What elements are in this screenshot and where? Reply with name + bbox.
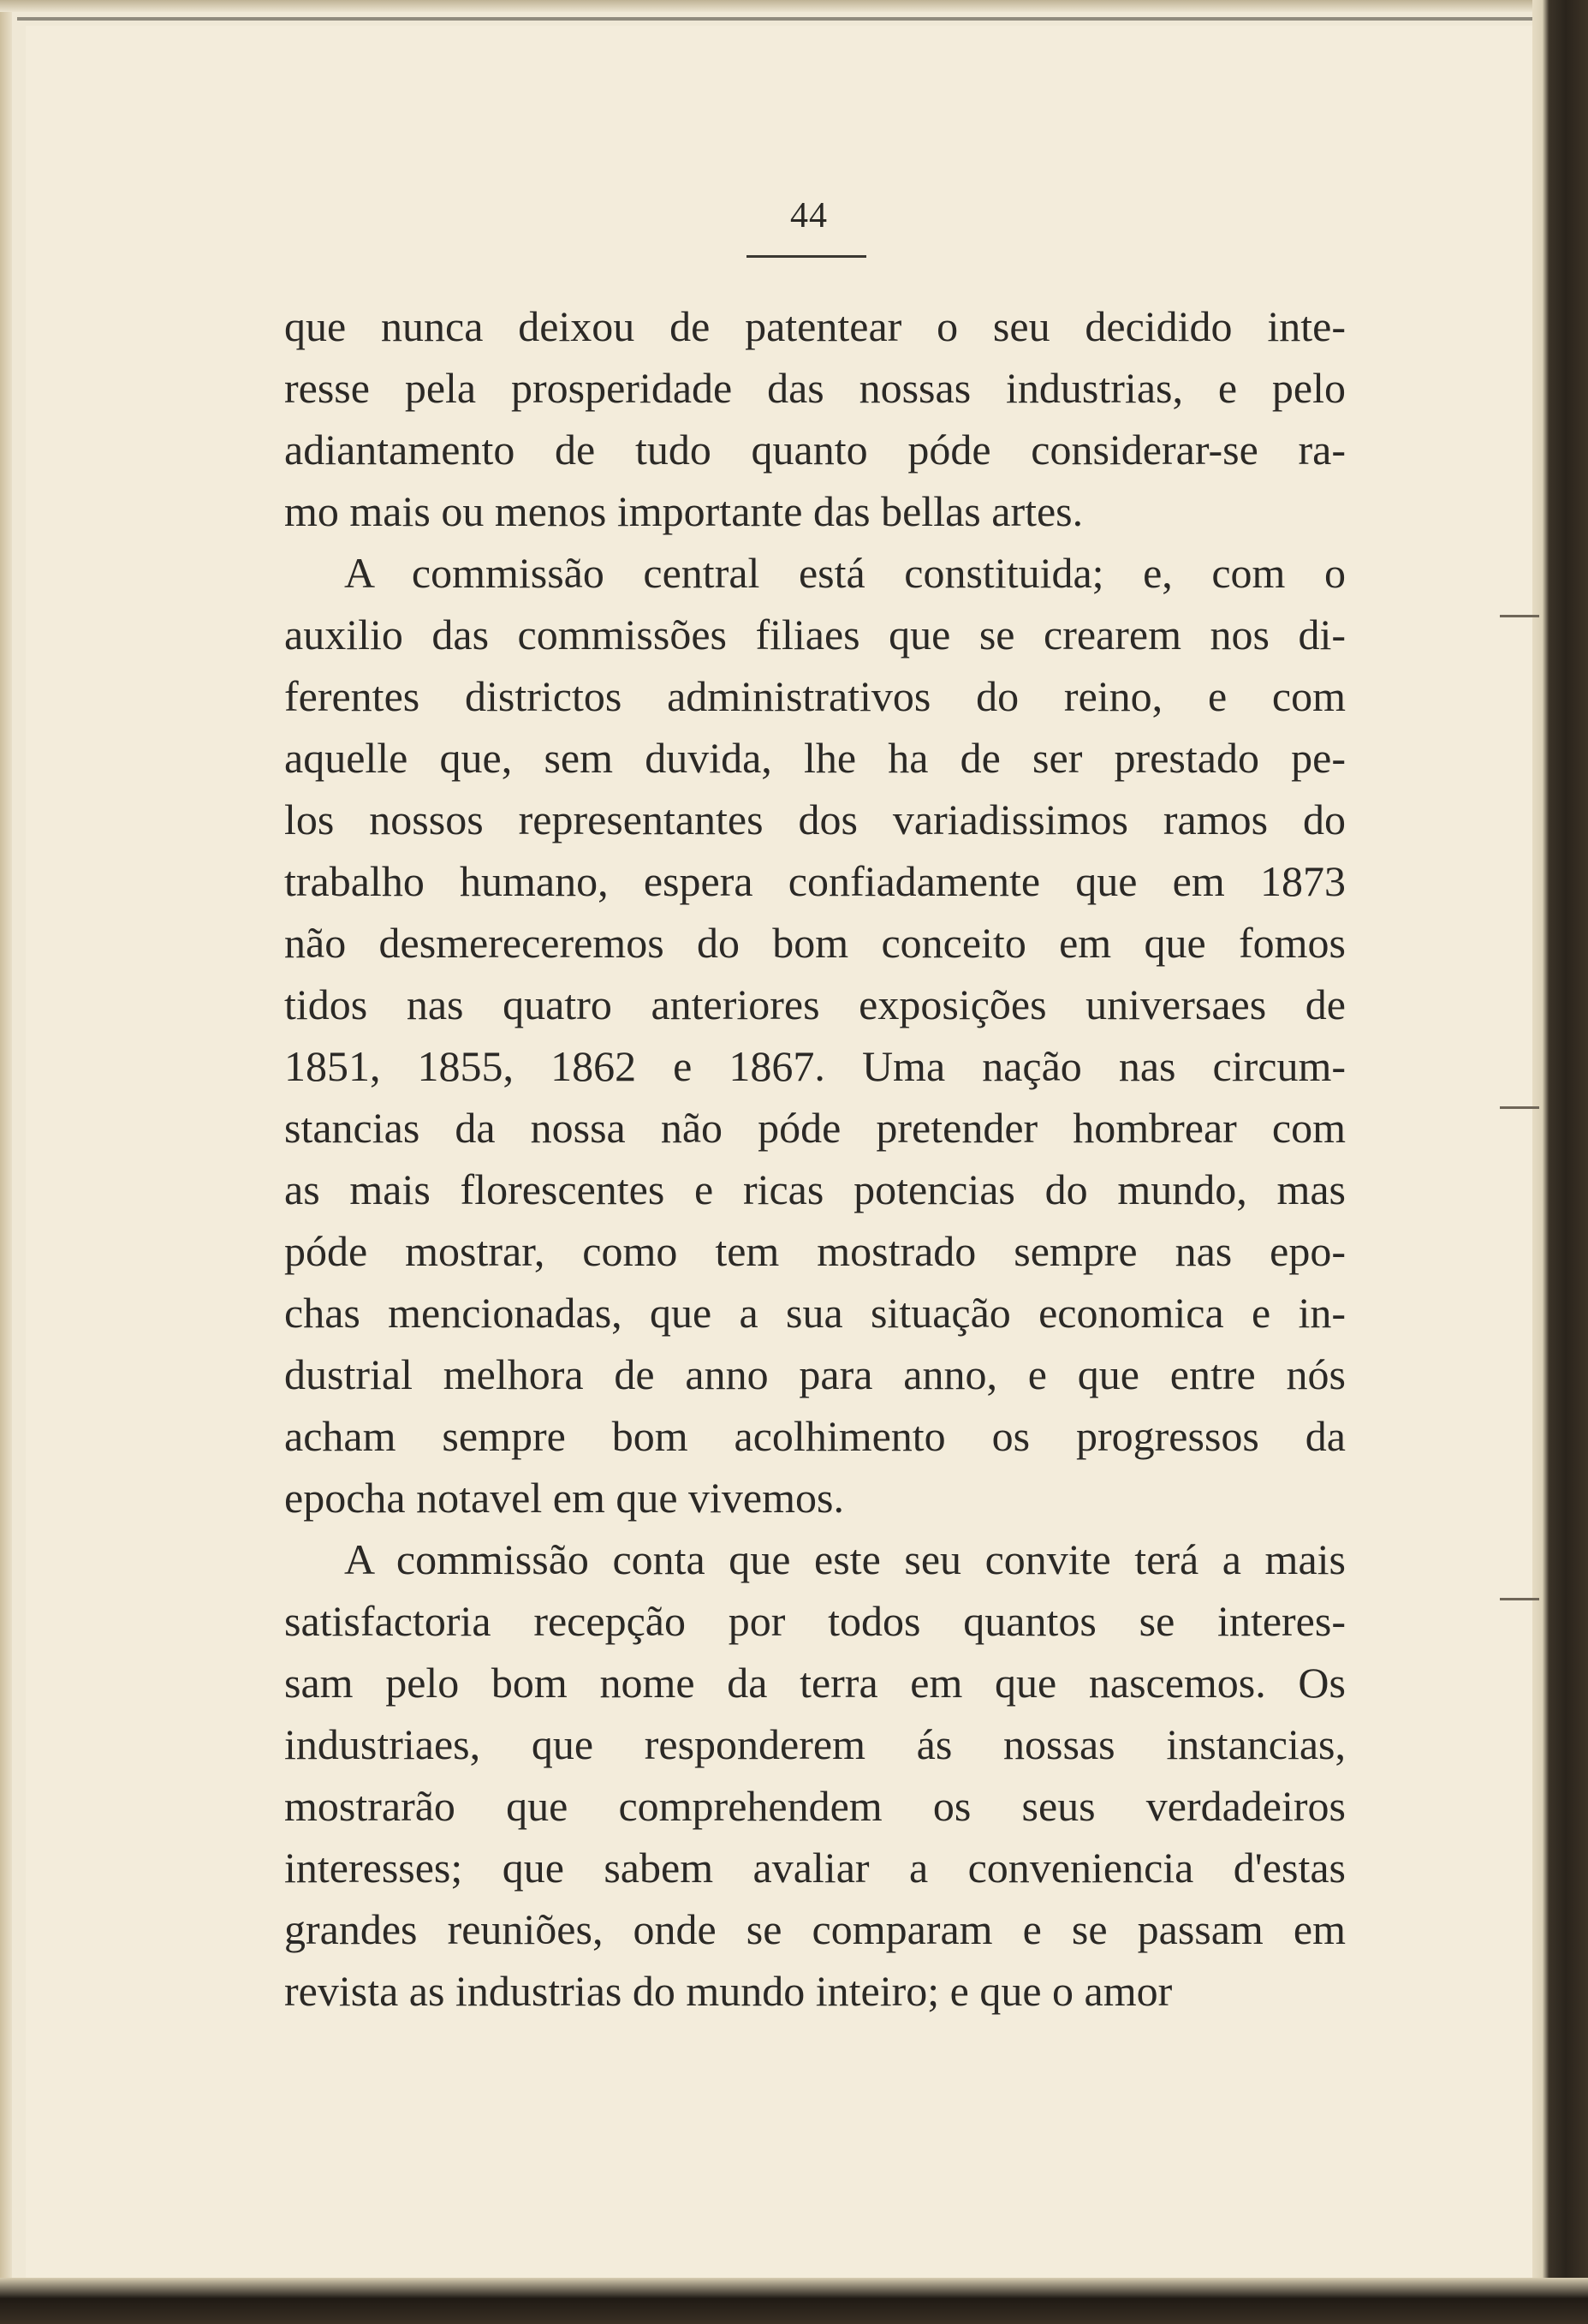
body-text <box>284 295 1346 2022</box>
text-line: chas mencionadas, que a sua situação economica e in- <box>284 1289 1346 1337</box>
text-line: satisfactoria recepção por todos quantos se interes- <box>284 1597 1346 1645</box>
text-line: que nunca deixou de patentear o seu decidido inte- <box>284 302 1346 350</box>
text-line: ferentes districtos administrativos do reino, e com <box>284 672 1346 720</box>
top-border-rule <box>17 17 1532 21</box>
paragraph <box>284 295 1346 542</box>
book-binding-edge <box>1532 0 1588 2324</box>
page-number-rule <box>746 255 866 258</box>
paragraph <box>284 542 1346 1528</box>
text-line: mo mais ou menos importante das bellas artes. <box>284 487 1084 535</box>
text-line: A commissão conta que este seu convite terá a mais <box>344 1535 1346 1583</box>
text-line: póde mostrar, como tem mostrado sempre nas epo- <box>284 1227 1346 1275</box>
scan-edge-top <box>0 0 1588 12</box>
text-line: aquelle que, sem duvida, lhe ha de ser prestado pe- <box>284 734 1346 782</box>
bottom-scan-edge <box>0 2278 1588 2324</box>
text-line: sam pelo bom nome da terra em que nascemos. Os <box>284 1659 1346 1707</box>
margin-mark <box>1500 615 1539 617</box>
text-line: adiantamento de tudo quanto póde considerar-se ra- <box>284 426 1346 474</box>
text-line: trabalho humano, espera confiadamente que em 1873 <box>284 857 1346 905</box>
page-number: 44 <box>790 196 828 235</box>
text-line: tidos nas quatro anteriores exposições universaes de <box>284 980 1346 1028</box>
text-line: mostrarão que comprehendem os seus verdadeiros <box>284 1782 1346 1830</box>
text-line: dustrial melhora de anno para anno, e que entre nós <box>284 1350 1346 1398</box>
text-line: auxilio das commissões filiaes que se crearem nos di- <box>284 611 1346 658</box>
margin-mark <box>1500 1106 1539 1109</box>
text-line: grandes reuniões, onde se comparam e se passam em <box>284 1905 1346 1953</box>
text-line: 1851, 1855, 1862 e 1867. Uma nação nas circum- <box>284 1042 1346 1090</box>
text-line: epocha notavel em que vivemos. <box>284 1474 844 1522</box>
text-line: acham sempre bom acolhimento os progressos da <box>284 1412 1346 1460</box>
text-line: stancias da nossa não póde pretender hombrear com <box>284 1104 1346 1152</box>
margin-mark <box>1500 1598 1539 1600</box>
text-line: industriaes, que responderem ás nossas instancias, <box>284 1720 1346 1768</box>
text-line: los nossos representantes dos variadissimos ramos do <box>284 796 1346 843</box>
text-line: interesses; que sabem avaliar a conveniencia d'estas <box>284 1844 1346 1892</box>
text-line: as mais florescentes e ricas potencias do mundo, mas <box>284 1165 1346 1213</box>
text-line: resse pela prosperidade das nossas industrias, e pelo <box>284 364 1346 412</box>
text-line: A commissão central está constituida; e, com o <box>344 549 1346 597</box>
scan-edge-left <box>0 0 12 2324</box>
text-line: revista as industrias do mundo inteiro; e que o amor <box>284 1967 1173 2015</box>
paragraph <box>284 1528 1346 2022</box>
text-line: não desmereceremos do bom conceito em que fomos <box>284 919 1346 967</box>
